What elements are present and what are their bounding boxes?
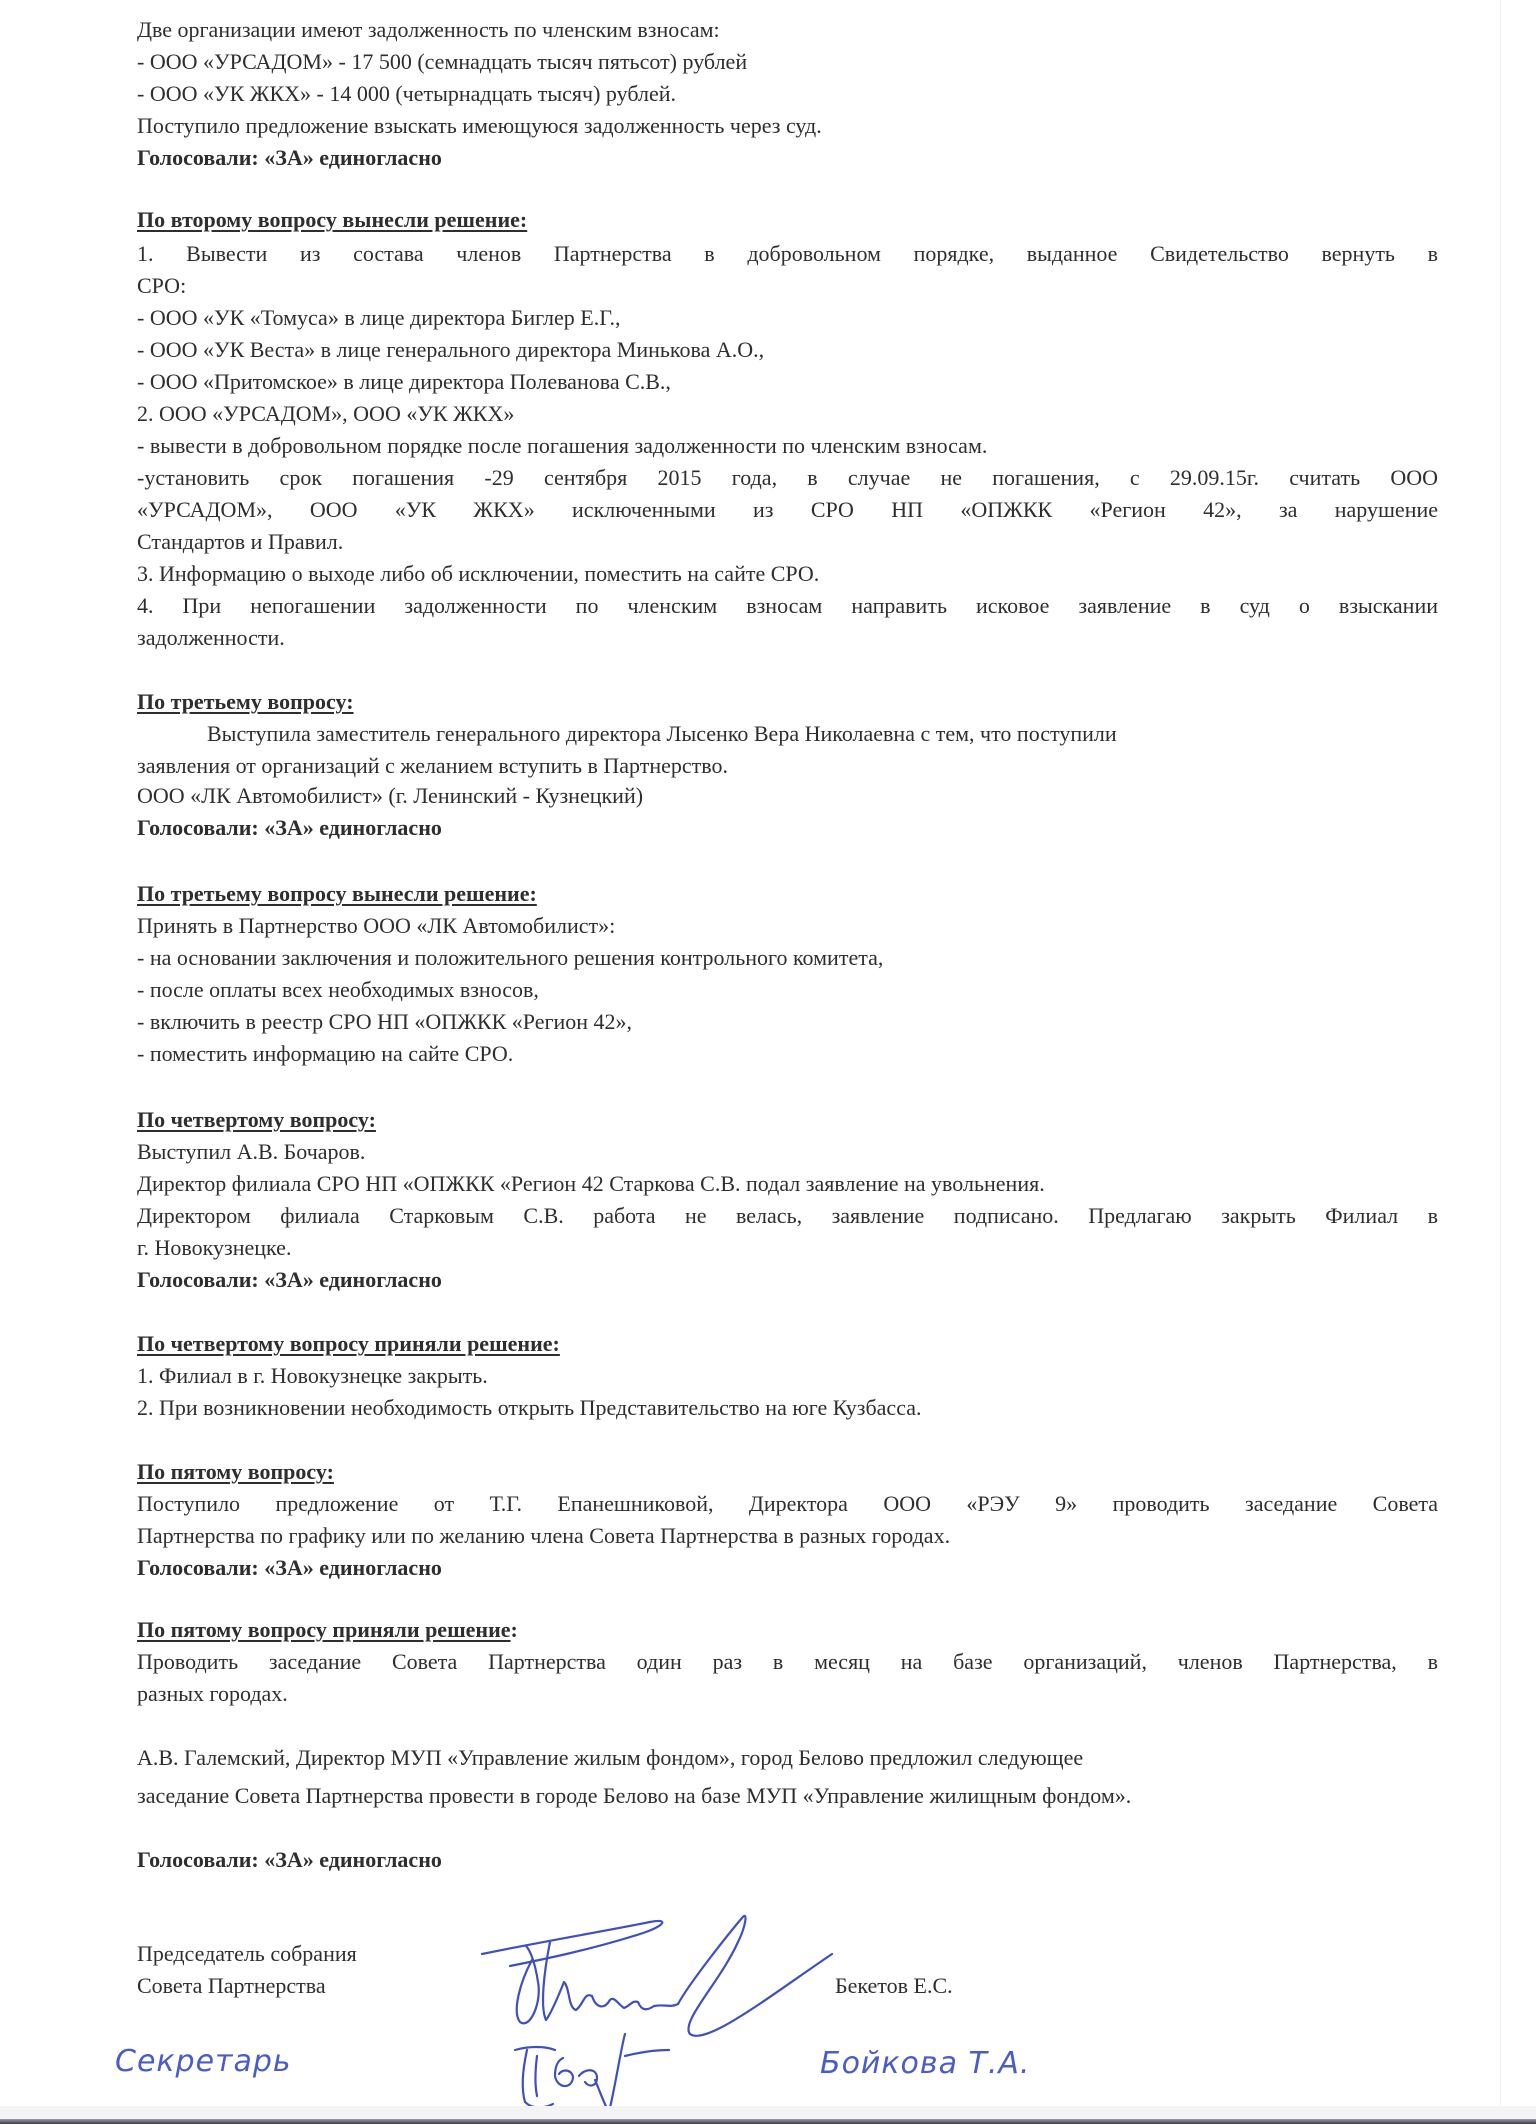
chair-title-line-1: Председатель собрания [137,1941,357,1966]
q5-decision-line-1: Проводить заседание Совета Партнерства один раз в месяц на базе организаций, членов Партнерства, в [137,1649,1438,1674]
section-heading-q5 [137,1456,1438,1488]
q3-line-1: Выступила заместитель генерального директора Лысенко Вера Николаевна с тем, что поступили [207,721,1117,746]
q5-line-1: Поступило предложение от Т.Г. Епанешниковой, Директора ООО «РЭУ 9» проводить заседание Совета [137,1491,1438,1516]
vote-result: Голосовали: «ЗА» единогласно [137,1267,442,1292]
q2-item-4-cont: задолженности. [137,625,285,650]
q3-line-2: заявления от организаций с желанием вступить в Партнерство. [137,753,728,778]
secretary-signature [505,2028,675,2118]
vote-result: Голосовали: «ЗА» единогласно [137,1555,442,1580]
q2-item-1: 1. Вывести из состава членов Партнерства в добровольном порядке, выданное Свидетельство вернуть в [137,241,1438,266]
q4-decision-line: 2. При возникновении необходимость открыть Представительство на юге Кузбасса. [137,1395,922,1420]
scan-bottom-shade [0,2106,1536,2119]
q3-decision-line: - на основании заключения и положительного решения контрольного комитета, [137,945,884,970]
heading-text: По пятому вопросу: [137,1459,334,1484]
q4-line-4: г. Новокузнецке. [137,1235,292,1260]
debt-item-uk-zhkh: - ООО «УК ЖКХ» - 14 000 (четырнадцать тысяч) рублей. [137,81,676,106]
q4-line-2: Директор филиала СРО НП «ОПЖКК «Регион 42 Старкова С.В. подал заявление на увольнения. [137,1171,1045,1196]
q3-decision-line: - после оплаты всех необходимых взносов, [137,977,539,1002]
q2-org-tomusa: - ООО «УК «Томуса» в лице директора Биглер Е.Г., [137,305,621,330]
secretary-initials-text [520,2050,522,2051]
q5-decision-line-2: разных городах. [137,1681,288,1706]
q3-decision-line: - включить в реестр СРО НП «ОПЖКК «Регион 42», [137,1009,633,1034]
q2-item-2-a: - вывести в добровольном порядке после погашения задолженности по членским взносам. [137,433,988,458]
proposal-line: Поступило предложение взыскать имеющуюся задолженность через суд. [137,113,822,138]
debt-intro-line: Две организации имеют задолженность по членским взносам: [137,17,720,42]
q2-item-3: 3. Информацию о выходе либо об исключении, поместить на сайте СРО. [137,561,820,586]
heading-text: По третьему вопросу: [137,689,354,714]
q2-org-pritomskoe: - ООО «Притомское» в лице директора Полеванова С.В., [137,369,671,394]
q2-item-1-cont: СРО: [137,273,187,298]
secretary-label-handwritten: Секретарь [115,2044,292,2079]
q2-item-2-b3: Стандартов и Правил. [137,529,344,554]
scan-edge-line [1500,0,1501,2110]
section-heading-q4-decision [137,1328,1438,1360]
q4-line-3: Директором филиала Старковым С.В. работа не велась, заявление подписано. Предлагаю закрыть Филиал в [137,1203,1438,1228]
q3-decision-line: - поместить информацию на сайте СРО. [137,1041,514,1066]
q2-item-4: 4. При непогашении задолженности по членским взносам направить исковое заявление в суд о взыскании [137,593,1438,618]
vote-result: Голосовали: «ЗА» единогласно [137,1847,442,1872]
q5-line-2: Партнерства по графику или по желанию члена Совета Партнерства в разных городах. [137,1523,951,1548]
heading-text: По четвертому вопросу: [137,1107,376,1132]
chair-name: Бекетов Е.С. [835,1973,953,1998]
section-heading-q3-decision [137,878,1438,910]
heading-text: По пятому вопросу приняли решение [137,1617,511,1642]
q2-item-2: 2. ООО «УРСАДОМ», ООО «УК ЖКХ» [137,401,515,426]
chair-signature [480,1912,840,2042]
section-heading-q3 [137,686,1438,718]
proposal-line-2: заседание Совета Партнерства провести в городе Белово на базе МУП «Управление жилищным фондом». [137,1783,1132,1808]
debt-item-ursadom: - ООО «УРСАДОМ» - 17 500 (семнадцать тысяч пятьсот) рублей [137,49,748,74]
q3-decision-line: Принять в Партнерство ООО «ЛК Автомобилист»: [137,913,616,938]
heading-text: По третьему вопросу вынесли решение: [137,881,537,906]
q2-item-2-b1: -установить срок погашения -29 сентября 2015 года, в случае не погашения, с 29.09.15г. считать ООО [137,465,1438,490]
section-heading-q2-decision [137,204,1438,236]
heading-text: По четвертому вопросу приняли решение: [137,1331,560,1356]
q3-line-3: ООО «ЛК Автомобилист» (г. Ленинский - Кузнецкий) [137,783,644,808]
secretary-name-handwritten: Бойкова Т.А. [820,2046,1031,2081]
q4-line-1: Выступил А.В. Бочаров. [137,1139,366,1164]
q4-decision-line: 1. Филиал в г. Новокузнецке закрыть. [137,1363,488,1388]
scan-bottom-edge [0,2119,1536,2124]
vote-result: Голосовали: «ЗА» единогласно [137,815,442,840]
vote-result: Голосовали: «ЗА» единогласно [137,145,442,170]
section-heading-q4 [137,1104,1438,1136]
q2-item-2-b2: «УРСАДОМ», ООО «УК ЖКХ» исключенными из СРО НП «ОПЖКК «Регион 42», за нарушение [137,497,1438,522]
chair-title-line-2: Совета Партнерства [137,1973,326,1998]
proposal-line-1: А.В. Галемский, Директор МУП «Управление жилым фондом», город Белово предложил следующее [137,1745,1084,1770]
heading-text: По второму вопросу вынесли решение: [137,207,528,232]
heading-colon: : [510,1617,518,1642]
section-heading-q5-decision [137,1614,1438,1646]
q2-org-vesta: - ООО «УК Веста» в лице генерального директора Минькова А.О., [137,337,765,362]
